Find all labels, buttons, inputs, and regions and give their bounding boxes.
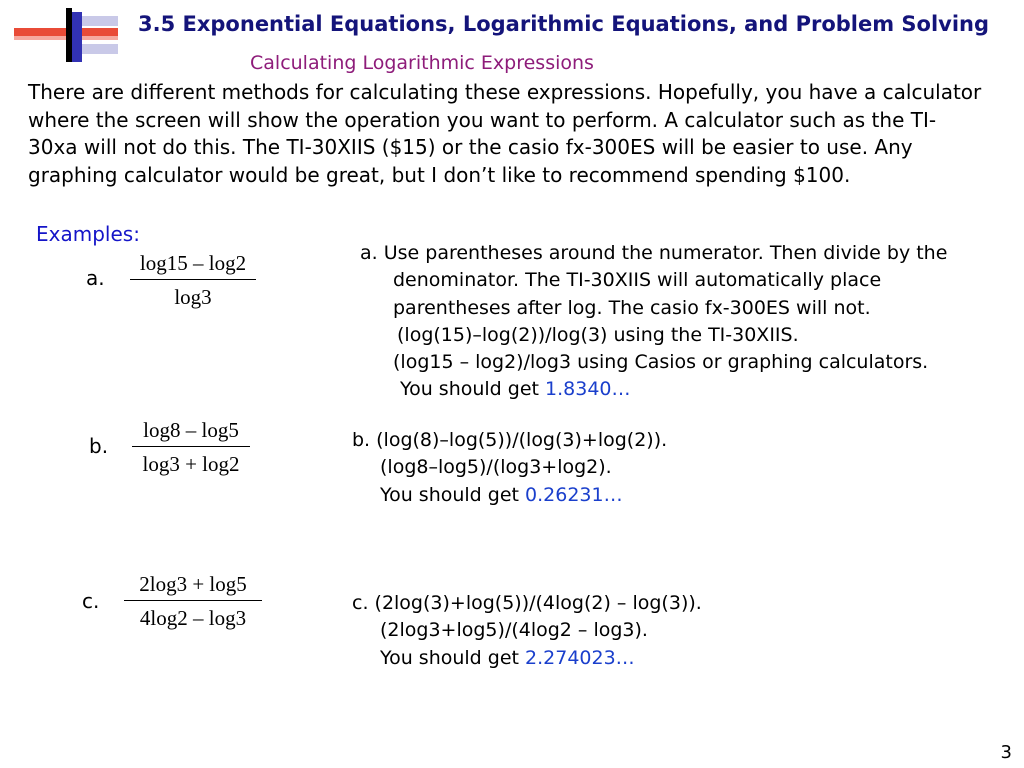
answer-line: (log15 – log2)/log3 using Casios or graphing calculators. — [393, 351, 929, 374]
intro-line: where the screen will show the operation you want to perform. A calculator such as the TI- — [28, 107, 937, 132]
intro-line: 30xa will not do this. The TI-30XIIS ($15) or the casio fx-300ES will be easier to use. Any — [28, 135, 913, 159]
example-b-fraction — [132, 416, 250, 478]
result-prefix: You should get — [400, 378, 546, 401]
answer-line: b. (log(8)–log(5))/(log(3)+log(2)). — [352, 429, 668, 451]
answer-result-line — [352, 645, 702, 672]
example-c-numerator: 2log3 + log5 — [139, 572, 247, 596]
example-b-numerator: log8 – log5 — [143, 418, 239, 442]
result-prefix: You should get — [380, 646, 526, 669]
fraction-bar — [124, 600, 262, 601]
answer-result-line — [352, 482, 667, 509]
result-value: 1.8340… — [545, 378, 631, 401]
answer-line: a. Use parentheses around the numerator. Then divide by the — [360, 242, 948, 264]
example-a-denominator: log3 — [174, 285, 212, 309]
intro-paragraph — [28, 79, 998, 189]
result-value: 0.26231… — [525, 483, 623, 506]
intro-line: graphing calculator would be great, but I don’t like to recommend spending $100. — [28, 162, 851, 187]
answer-line: c. (2log(3)+log(5))/(4log(2) – log(3)). — [352, 592, 702, 614]
example-a-numerator: log15 – log2 — [139, 251, 247, 275]
answer-line: (2log3+log5)/(4log2 – log3). — [380, 619, 648, 642]
example-a-letter: a. — [86, 266, 105, 290]
answer-result-line — [360, 376, 947, 403]
slide-number: 3 — [1000, 742, 1012, 763]
example-c-letter: c. — [82, 589, 100, 613]
answer-line: (log8–log5)/(log3+log2). — [380, 456, 612, 479]
answer-line: parentheses after log. The casio fx-300ES will not. — [393, 296, 871, 319]
example-c-fraction — [124, 570, 262, 632]
example-b-letter: b. — [89, 434, 109, 458]
examples-label: Examples: — [36, 222, 140, 246]
example-b-answer — [352, 427, 667, 509]
example-a-answer — [360, 240, 947, 404]
example-a-fraction — [130, 249, 256, 311]
example-b-denominator: log3 + log2 — [142, 452, 240, 476]
answer-line: denominator. The TI-30XIIS will automatically place — [393, 269, 882, 292]
fraction-bar — [130, 279, 256, 280]
example-c-denominator: 4log2 – log3 — [139, 606, 247, 630]
fraction-bar — [132, 446, 250, 447]
result-value: 2.274023… — [525, 646, 635, 669]
result-prefix: You should get — [380, 483, 526, 506]
slide-subtitle: Calculating Logarithmic Expressions — [250, 52, 594, 74]
slide-title: 3.5 Exponential Equations, Logarithmic Equations, and Problem Solving — [138, 12, 990, 36]
slide-logo-icon — [14, 8, 126, 62]
example-c-answer — [352, 590, 702, 672]
answer-line: (log(15)–log(2))/log(3) using the TI-30XIIS. — [397, 323, 799, 346]
intro-line: There are different methods for calculating these expressions. Hopefully, you have a calculator — [28, 80, 982, 104]
